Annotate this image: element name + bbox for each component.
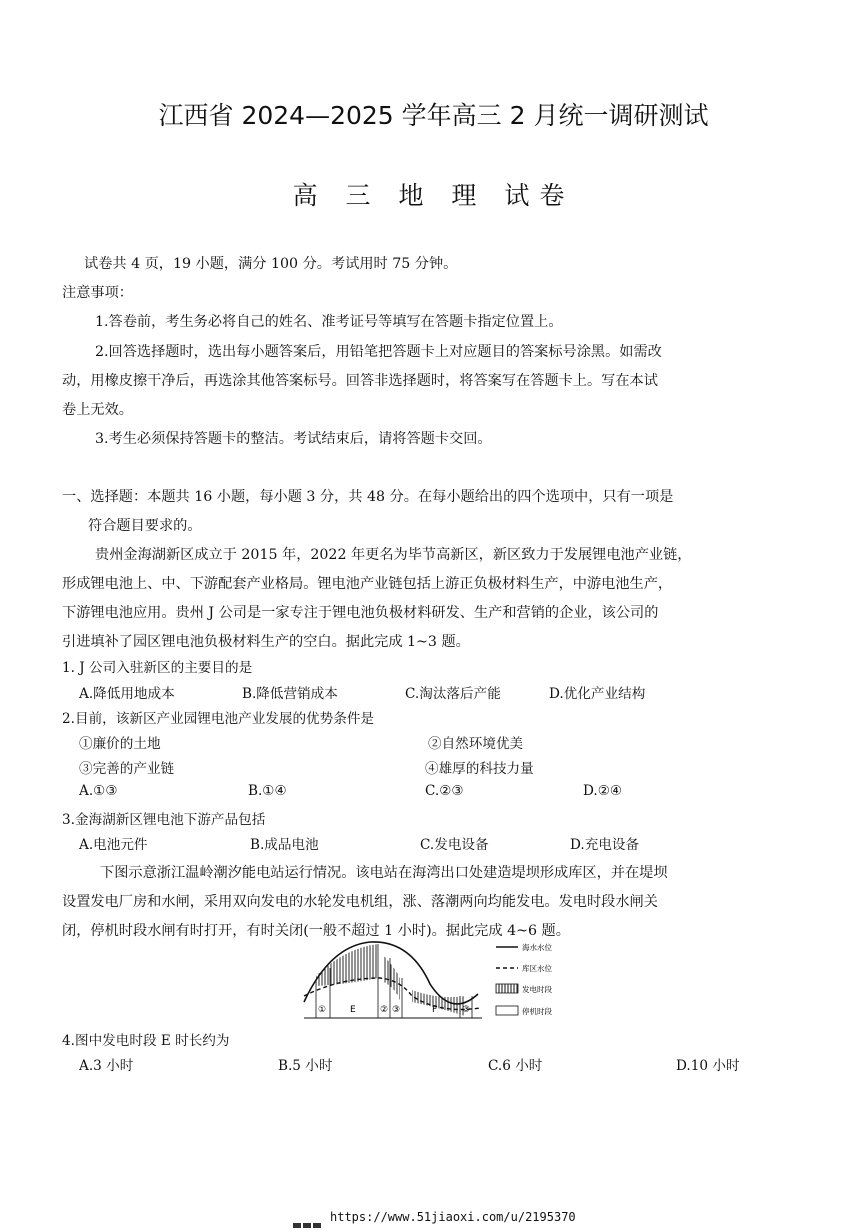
question-4-option-d: D.10 小时 [676, 1058, 740, 1074]
exam-intro: 试卷共 4 页，19 小题，满分 100 分。考试用时 75 分钟。 [84, 256, 458, 272]
question-2-option-b: B.①④ [248, 783, 287, 799]
question-4-option-a: A.3 小时 [79, 1058, 134, 1074]
footer-logo-marks [293, 1213, 323, 1219]
section-1-heading: 一、选择题：本题共 16 小题，每小题 3 分，共 48 分。在每小题给出的四个选项中，只有一项是 [62, 489, 674, 505]
legend-stopped-swatch [496, 1006, 518, 1015]
question-1-option-b: B.降低营销成本 [242, 686, 338, 702]
generating-area-between [384, 956, 400, 1000]
question-2-option-c: C.②③ [425, 783, 464, 799]
question-3-option-b: B.成品电池 [250, 837, 319, 853]
question-1-option-d: D.优化产业结构 [549, 686, 646, 702]
passage-1-line-4: 引进填补了园区锂电池负极材料生产的空白。据此完成 1~3 题。 [62, 634, 470, 650]
label-3: ③ [392, 1005, 401, 1015]
tidal-power-diagram [300, 938, 570, 1022]
legend-reservoir-label: 库区水位 [522, 964, 552, 973]
notice-item-2-line-1: 2.回答选择题时，选出每小题答案后，用铅笔把答题卡上对应题目的答案标号涂黑。如需改 [95, 344, 662, 360]
question-2-item-2: ②自然环境优美 [428, 736, 524, 752]
legend-generating-label: 发电时段 [522, 985, 552, 994]
question-4-stem: 4.图中发电时段 E 时长约为 [62, 1033, 230, 1049]
notice-item-2-line-2: 动，用橡皮擦干净后，再选涂其他答案标号。回答非选择题时，将答案写在答题卡上。写在本试 [62, 373, 658, 389]
passage-2-line-1: 下图示意浙江温岭潮汐能电站运行情况。该电站在海湾出口处建造堤坝形成库区，并在堤坝 [100, 865, 668, 881]
question-2-item-1: ①廉价的土地 [79, 736, 161, 752]
question-1-option-c: C.淘汰落后产能 [405, 686, 501, 702]
question-4-option-b: B.5 小时 [278, 1058, 333, 1074]
notice-item-2-line-3: 卷上无效。 [62, 402, 133, 418]
label-2: ② [380, 1005, 389, 1015]
passage-1-line-3: 下游锂电池应用。贵州 J 公司是一家专注于锂电池负极材料研发、生产和营销的企业，该公司的 [62, 605, 659, 621]
label-f: F [432, 1005, 438, 1015]
passage-1-line-1: 贵州金海湖新区成立于 2015 年，2022 年更名为毕节高新区，新区致力于发展锂电池产业链， [95, 547, 692, 563]
question-2-item-4: ④雄厚的科技力量 [425, 761, 534, 777]
question-1-stem: 1. J 公司入驻新区的主要目的是 [62, 660, 253, 676]
label-1: ① [318, 1005, 327, 1015]
question-3-option-c: C.发电设备 [420, 837, 489, 853]
page-title: 江西省 2024—2025 学年高三 2 月统一调研测试 [158, 101, 709, 130]
notice-heading: 注意事项： [62, 285, 133, 301]
footer-url-link[interactable]: https://www.51jiaoxi.com/u/2195370 [330, 1210, 576, 1224]
question-2-option-a: A.①③ [79, 783, 118, 799]
question-3-option-a: A.电池元件 [79, 837, 148, 853]
question-3-stem: 3.金海湖新区锂电池下游产品包括 [62, 812, 266, 828]
section-1-heading-cont: 符合题目要求的。 [88, 518, 202, 534]
label-3b: ③ [462, 1005, 471, 1015]
generating-area-e [316, 944, 378, 986]
question-3-option-d: D.充电设备 [570, 837, 640, 853]
passage-2-line-3: 闭，停机时段水闸有时打开，有时关闭(一般不超过 1 小时)。据此完成 4~6 题。 [62, 923, 570, 939]
question-2-stem: 2.目前，该新区产业园锂电池产业发展的优势条件是 [62, 711, 375, 727]
question-4-option-c: C.6 小时 [488, 1058, 543, 1074]
legend-sea-label: 海水水位 [522, 943, 552, 952]
question-1-option-a: A.降低用地成本 [79, 686, 175, 702]
legend-generating-swatch [496, 984, 518, 993]
passage-1-line-2: 形成锂电池上、中、下游配套产业格局。锂电池产业链包括上游正负极材料生产，中游电池生产， [62, 576, 673, 592]
legend-stopped-label: 停机时段 [522, 1007, 552, 1016]
notice-item-1: 1.答卷前，考生务必将自己的姓名、准考证号等填写在答题卡指定位置上。 [95, 314, 563, 330]
passage-2-line-2: 设置发电厂房和水闸，采用双向发电的水轮发电机组，涨、落潮两向均能发电。发电时段水闸关 [62, 894, 658, 910]
label-e: E [350, 1005, 356, 1015]
question-2-option-d: D.②④ [583, 783, 623, 799]
page-subtitle: 高 三 地 理 试卷 [292, 181, 575, 210]
notice-item-3: 3.考生必须保持答题卡的整洁。考试结束后，请将答题卡交回。 [95, 431, 492, 447]
question-2-item-3: ③完善的产业链 [79, 761, 175, 777]
